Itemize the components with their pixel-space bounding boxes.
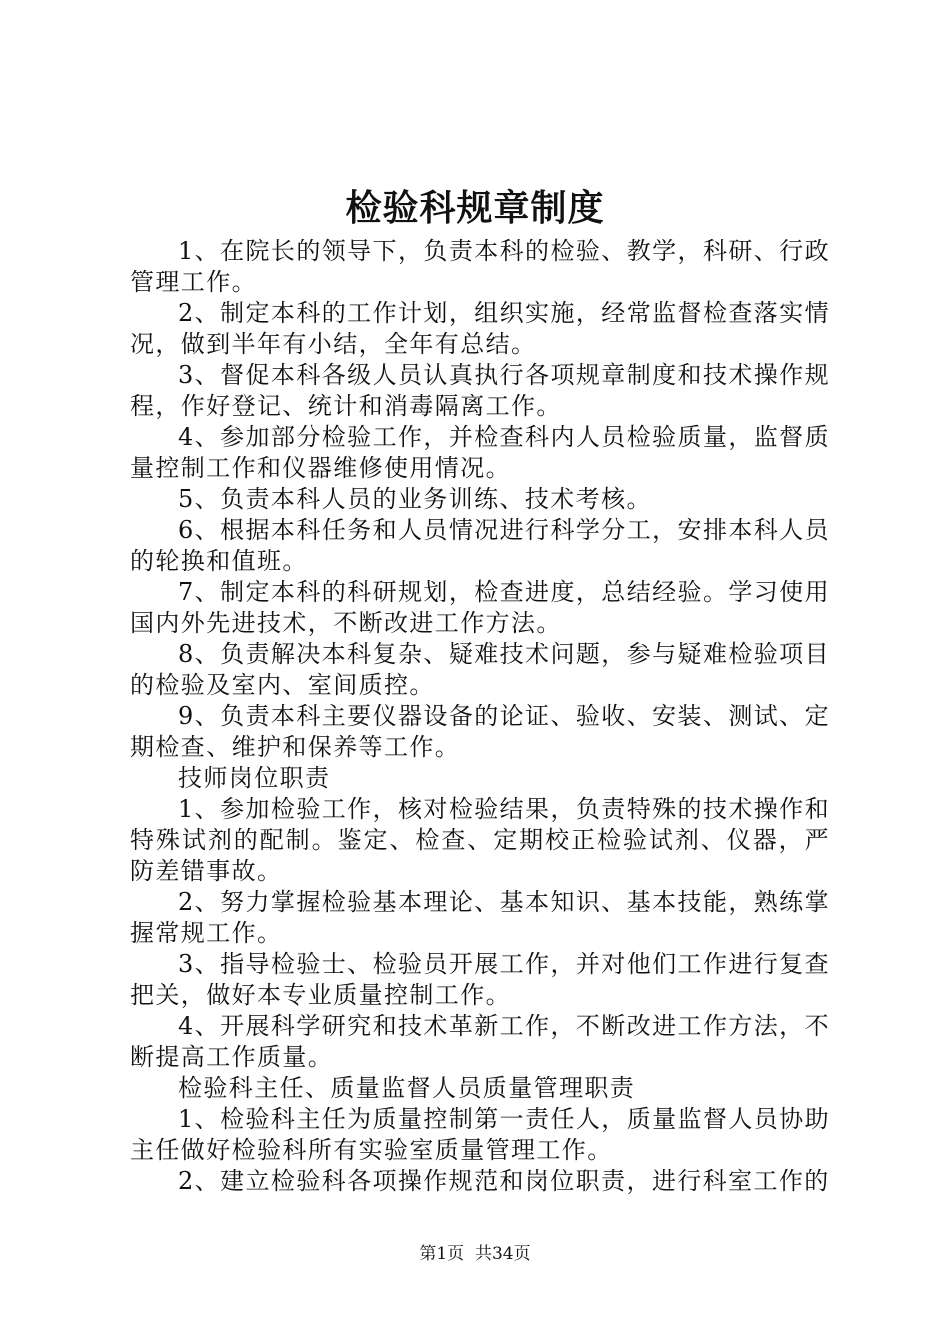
section-heading-technician-duties: 技师岗位职责 xyxy=(178,764,331,792)
paragraph: 1、检验科主任为质量控制第一责任人，质量监督人员协助主任做好检验科所有实验室质量管理工作。 xyxy=(130,1105,830,1164)
paragraph: 9、负责本科主要仪器设备的论证、验收、安装、测试、定期检查、维护和保养等工作。 xyxy=(130,702,830,761)
paragraph: 1、参加检验工作，核对检验结果，负责特殊的技术操作和特殊试剂的配制。鉴定、检查、定期校正检验试剂、仪器，严防差错事故。 xyxy=(130,795,830,885)
paragraph: 7、制定本科的科研规划，检查进度，总结经验。学习使用国内外先进技术，不断改进工作方法。 xyxy=(130,578,830,637)
paragraph: 1、在院长的领导下，负责本科的检验、教学，科研、行政管理工作。 xyxy=(130,237,830,296)
paragraph: 3、督促本科各级人员认真执行各项规章制度和技术操作规程，作好登记、统计和消毒隔离工作。 xyxy=(130,361,830,420)
page-number-label: 第1页 共34页 xyxy=(419,1244,531,1264)
paragraph: 6、根据本科任务和人员情况进行科学分工，安排本科人员的轮换和值班。 xyxy=(130,516,830,575)
paragraph: 5、负责本科人员的业务训练、技术考核。 xyxy=(178,485,652,513)
section-heading-quality-duties: 检验科主任、质量监督人员质量管理职责 xyxy=(178,1074,636,1102)
page-footer xyxy=(0,1242,950,1266)
paragraph: 2、努力掌握检验基本理论、基本知识、基本技能，熟练掌握常规工作。 xyxy=(130,888,830,947)
paragraph: 3、指导检验士、检验员开展工作，并对他们工作进行复查把关，做好本专业质量控制工作。 xyxy=(130,950,830,1009)
paragraph: 8、负责解决本科复杂、疑难技术问题，参与疑难检验项目的检验及室内、室间质控。 xyxy=(130,640,830,699)
document-title: 检验科规章制度 xyxy=(345,187,605,229)
document-body xyxy=(130,236,830,1197)
paragraph: 2、制定本科的工作计划，组织实施，经常监督检查落实情况，做到半年有小结，全年有总结。 xyxy=(130,299,830,358)
paragraph: 4、参加部分检验工作，并检查科内人员检验质量，监督质量控制工作和仪器维修使用情况。 xyxy=(130,423,830,482)
paragraph: 4、开展科学研究和技术革新工作，不断改进工作方法，不断提高工作质量。 xyxy=(130,1012,830,1071)
paragraph: 2、建立检验科各项操作规范和岗位职责，进行科室工作的 xyxy=(178,1167,830,1195)
